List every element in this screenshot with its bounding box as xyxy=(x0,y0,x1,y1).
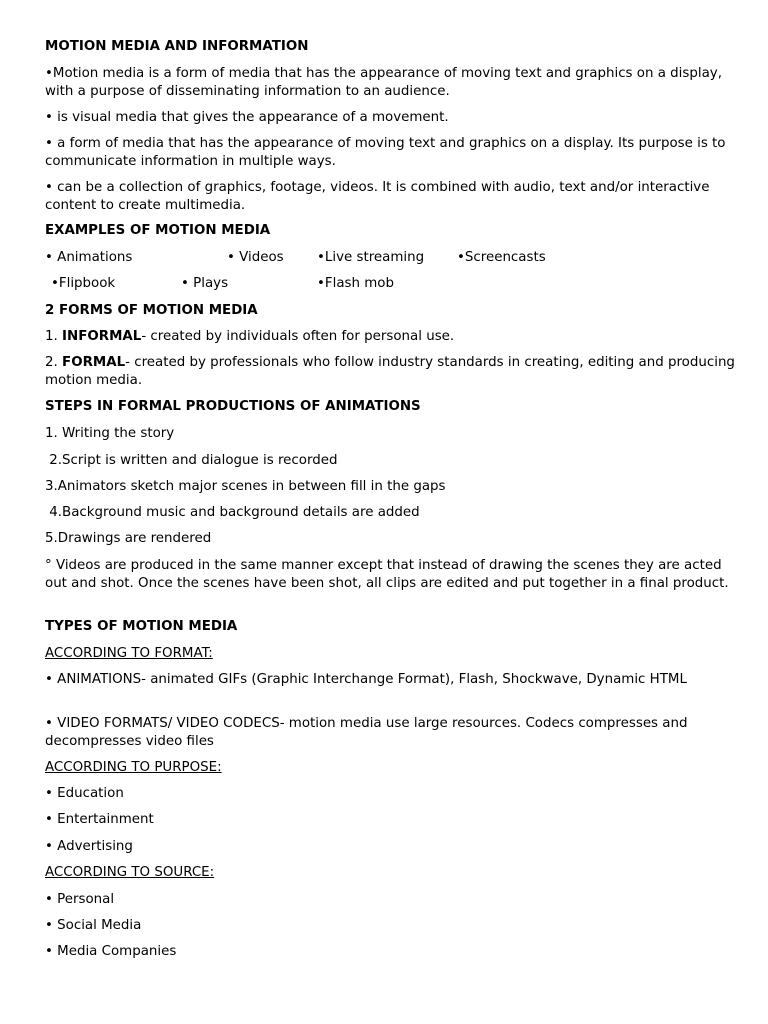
form-number: 1. xyxy=(45,329,63,344)
forms-heading: 2 FORMS OF MOTION MEDIA xyxy=(45,303,258,318)
form-description: - created by professionals who follow industry standards in creating, editing and producing motion media. xyxy=(45,355,735,388)
intro-paragraph-3: • a form of media that has the appearance of moving text and graphics on a display. Its purpose is to communicate information in multiple ways. xyxy=(45,136,726,169)
step-item: 3.Animators sketch major scenes in between fill in the gaps xyxy=(45,479,446,494)
intro-paragraph-4: • can be a collection of graphics, footage, videos. It is combined with audio, text and/or interactive content to create multimedia. xyxy=(45,180,710,213)
example-live-streaming: •Live streaming xyxy=(317,250,425,265)
intro-paragraph-1: •Motion media is a form of media that has the appearance of moving text and graphics on a display, with a purpose of disseminating information to an audience. xyxy=(45,66,722,99)
example-flash-mob: •Flash mob xyxy=(317,276,394,291)
form-item-informal xyxy=(45,328,735,346)
form-term: INFORMAL xyxy=(62,329,142,344)
purpose-item: • Advertising xyxy=(45,839,133,854)
purpose-item: • Entertainment xyxy=(45,812,154,827)
examples-heading: EXAMPLES OF MOTION MEDIA xyxy=(45,223,271,238)
purpose-subheading: ACCORDING TO PURPOSE: xyxy=(45,760,222,775)
source-item: • Personal xyxy=(45,892,115,907)
format-item-animations: • ANIMATIONS- animated GIFs (Graphic Interchange Format), Flash, Shockwave, Dynamic HTML xyxy=(45,672,687,687)
form-item-formal xyxy=(45,354,735,389)
source-item: • Social Media xyxy=(45,918,142,933)
source-item: • Media Companies xyxy=(45,944,177,959)
format-subheading: ACCORDING TO FORMAT: xyxy=(45,646,213,661)
document-title: MOTION MEDIA AND INFORMATION xyxy=(45,39,309,54)
example-videos: • Videos xyxy=(227,250,284,265)
example-flipbook: •Flipbook xyxy=(51,276,116,291)
example-screencasts: •Screencasts xyxy=(457,250,546,265)
video-production-note: ° Videos are produced in the same manner except that instead of drawing the scenes they are acted out and shot. Once the scenes have been shot, all clips are edited and put together in a final product. xyxy=(45,558,729,591)
form-number: 2. xyxy=(45,355,63,370)
intro-paragraph-2: • is visual media that gives the appearance of a movement. xyxy=(45,110,449,125)
example-animations: • Animations xyxy=(45,250,133,265)
step-item: 5.Drawings are rendered xyxy=(45,531,212,546)
purpose-item: • Education xyxy=(45,786,124,801)
form-description: - created by individuals often for personal use. xyxy=(141,329,455,344)
form-term: FORMAL xyxy=(62,355,126,370)
source-subheading: ACCORDING TO SOURCE: xyxy=(45,865,215,880)
types-heading: TYPES OF MOTION MEDIA xyxy=(45,619,238,634)
steps-heading: STEPS IN FORMAL PRODUCTIONS OF ANIMATIONS xyxy=(45,399,421,414)
format-item-video-codecs: • VIDEO FORMATS/ VIDEO CODECS- motion media use large resources. Codecs compresses and decompresses video files xyxy=(45,716,688,749)
example-plays: • Plays xyxy=(181,276,229,291)
step-item: 2.Script is written and dialogue is recorded xyxy=(45,453,338,468)
step-item: 4.Background music and background details are added xyxy=(45,505,420,520)
step-item: 1. Writing the story xyxy=(45,426,175,441)
